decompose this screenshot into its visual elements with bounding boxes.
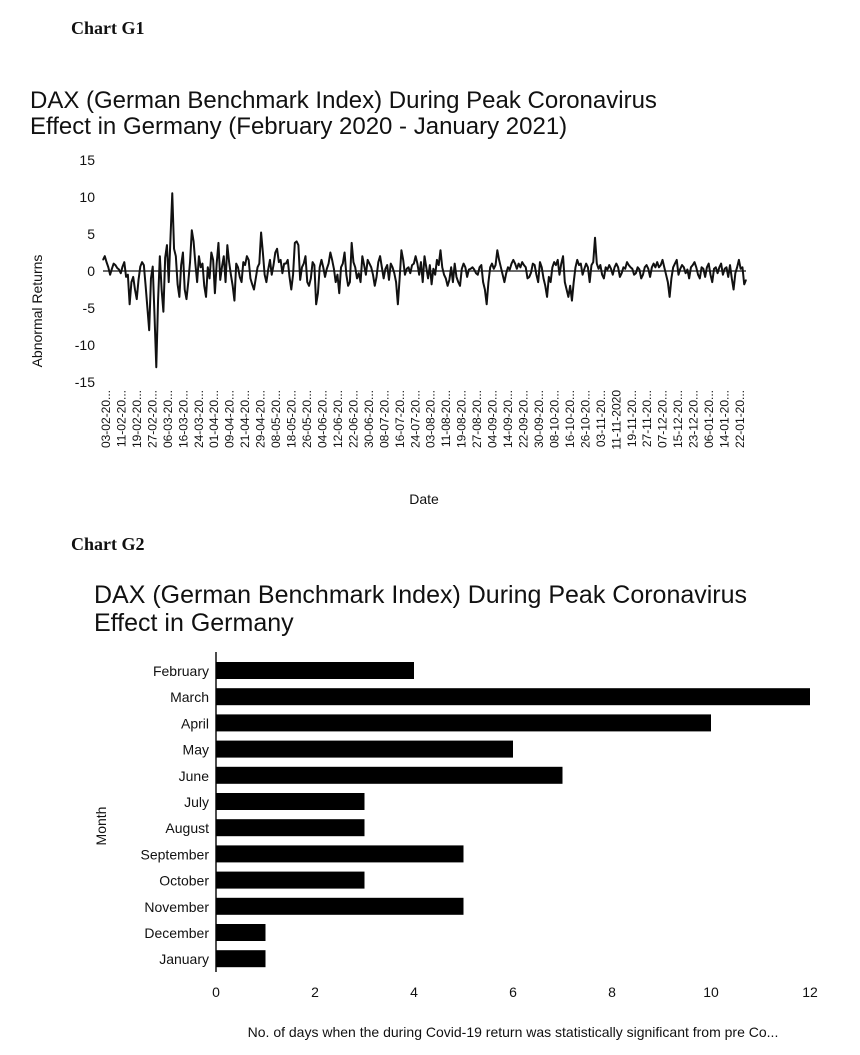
chart-g1-x-tick-label: 19-11-20... xyxy=(624,390,639,448)
chart-g1-y-tick-label: 15 xyxy=(79,152,95,168)
chart-g1-x-tick-label: 16-07-20... xyxy=(392,390,407,449)
chart-g1-x-tick-label: 15-12-20... xyxy=(671,390,686,449)
chart-g2-category-label: October xyxy=(159,872,209,889)
chart-g2-bar xyxy=(216,662,414,679)
chart-g1-x-tick-label: 06-03-20... xyxy=(160,390,175,449)
chart-g1-x-tick-label: 03-02-20... xyxy=(99,390,113,449)
chart-g1-x-tick-label: 09-04-20... xyxy=(222,390,237,449)
chart-g2-title-line-1: DAX (German Benchmark Index) During Peak Coronavirus xyxy=(94,581,748,609)
chart-g2-x-tick-label: 0 xyxy=(212,984,220,1000)
chart-g1-x-tick-label: 11-02-20... xyxy=(114,390,129,448)
chart-g2-x-tick-label: 4 xyxy=(410,984,418,1000)
chart-g2-bar xyxy=(216,714,711,731)
chart-g1-x-tick-label: 08-07-20... xyxy=(377,390,392,449)
chart-g2-category-label: July xyxy=(184,794,209,810)
chart-g1-x-tick-label: 18-05-20... xyxy=(284,390,299,449)
chart-g1-x-tick-label: 30-06-20... xyxy=(361,390,376,449)
chart-g1-y-tick-label: -5 xyxy=(82,300,95,316)
chart-g1-x-tick-label: 14-09-20... xyxy=(501,390,515,449)
chart-g1-x-tick-label: 14-01-20... xyxy=(717,390,732,449)
chart-g1-x-tick-label: 06-01-20... xyxy=(702,390,717,449)
chart-g2-x-axis-label: No. of days when the during Covid-19 return was statistically significant from pre Co... xyxy=(247,1024,779,1040)
chart-g1-x-tick-label: 19-02-20... xyxy=(129,390,144,449)
chart-g1-x-tick-label: 03-11-20... xyxy=(593,390,608,448)
chart-g1-x-tick-label: 27-11-20... xyxy=(640,390,655,448)
chart-g2-bar xyxy=(216,741,513,758)
chart-g1-y-tick-label: 10 xyxy=(79,189,95,205)
chart-g2-category-label: May xyxy=(182,741,209,758)
chart-g2-category-label: September xyxy=(140,846,209,863)
chart-g2-bar xyxy=(216,845,464,862)
chart-g2-x-tick-label: 10 xyxy=(703,984,719,1000)
chart-g1-x-tick-label: 22-06-20... xyxy=(346,390,361,449)
chart-g1-x-tick-label: 04-09-20... xyxy=(485,390,500,449)
chart-g1-x-tick-label: 01-04-20... xyxy=(207,390,222,449)
chart-g1-x-tick-label: 27-02-20... xyxy=(145,390,160,449)
chart-g1-y-tick-label: 5 xyxy=(87,226,95,242)
chart-g2-bar xyxy=(216,950,266,967)
chart-g2-category-label: April xyxy=(180,715,209,732)
chart-g1-x-tick-label: 29-04-20... xyxy=(253,390,268,449)
chart-g2-x-tick-label: 2 xyxy=(311,984,319,1000)
chart-g1-y-tick-label: 0 xyxy=(87,263,95,279)
chart-g2-bar xyxy=(216,767,563,784)
chart-g2-bars xyxy=(216,662,810,967)
chart-g1-x-tick-label: 08-05-20... xyxy=(269,390,284,449)
chart-g2-category-labels xyxy=(141,663,210,967)
chart-g1-x-tick-label: 04-06-20... xyxy=(315,390,330,449)
chart-g1-x-tick-label: 21-04-20... xyxy=(238,390,253,449)
chart-g2-y-axis-label: Month xyxy=(93,806,109,846)
chart-g1-x-tick-label: 22-01-20... xyxy=(733,390,747,449)
chart-g2-bar xyxy=(216,793,365,810)
chart-g2-category-label: November xyxy=(144,898,209,915)
chart-g2-category-label: August xyxy=(165,820,209,837)
chart-g2-category-label: June xyxy=(178,767,209,784)
chart-g2-bar xyxy=(216,819,365,836)
chart-g2-category-label: December xyxy=(144,925,209,941)
chart-g2-x-tick-label: 6 xyxy=(509,984,517,1000)
chart-g2-category-label: February xyxy=(152,663,209,679)
chart-g1-x-tick-label: 30-09-20... xyxy=(532,390,546,449)
chart-g2-bar xyxy=(216,924,266,941)
chart-g2-category-label: March xyxy=(170,689,209,706)
chart-g1-x-tick-label: 11-11-2020 xyxy=(609,390,624,450)
chart-g2-x-tick-label: 12 xyxy=(802,984,818,1000)
chart-g1-y-axis-label: Abnormal Returns xyxy=(29,254,45,368)
chart-g1-x-tick-label: 19-08-20... xyxy=(454,390,469,449)
chart-g2-bar xyxy=(216,898,464,915)
chart-g1-x-tick-label: 16-03-20... xyxy=(176,390,191,449)
chart-g2-x-axis xyxy=(212,984,818,1000)
chart-g1-x-tick-label: 24-07-20... xyxy=(408,390,423,449)
chart-g2-x-tick-label: 8 xyxy=(608,984,616,1000)
chart-g1-x-tick-label: 26-10-20... xyxy=(578,390,593,449)
chart-g1-title-line-2: Effect in Germany (February 2020 - January 2021) xyxy=(30,113,568,140)
chart-g1-x-tick-label: 12-06-20... xyxy=(331,390,345,449)
chart-g1-x-tick-label: 27-08-20... xyxy=(470,390,485,449)
chart-g1-x-tick-label: 08-10-20... xyxy=(547,390,562,449)
chart-g1-x-tick-label: 22-09-20... xyxy=(516,390,531,449)
chart-g1-y-tick-label: -10 xyxy=(74,337,95,353)
chart-g1-x-tick-label: 07-12-20... xyxy=(655,390,670,449)
chart-g1-x-axis-label: Date xyxy=(409,491,439,507)
chart-g1-x-tick-label: 16-10-20... xyxy=(562,390,577,449)
chart-g1-x-tick-label: 03-08-20... xyxy=(423,390,438,449)
chart-g1-x-tick-label: 24-03-20... xyxy=(191,390,206,449)
chart-g2-heading: Chart G2 xyxy=(71,534,145,554)
chart-g1-x-tick-label: 11-08-20... xyxy=(439,390,454,448)
chart-g2-bar xyxy=(216,872,365,889)
chart-g1-heading: Chart G1 xyxy=(71,18,145,38)
chart-g2-title-line-2: Effect in Germany xyxy=(94,609,294,637)
chart-g2-category-label: January xyxy=(159,951,209,968)
chart-g1-x-tick-label: 26-05-20... xyxy=(300,390,314,449)
chart-g1-title-line-1: DAX (German Benchmark Index) During Peak Coronavirus xyxy=(30,87,657,114)
chart-g1-y-tick-label: -15 xyxy=(74,374,95,390)
chart-g2-bar xyxy=(216,688,810,705)
chart-g1-x-tick-label: 23-12-20... xyxy=(686,390,701,449)
